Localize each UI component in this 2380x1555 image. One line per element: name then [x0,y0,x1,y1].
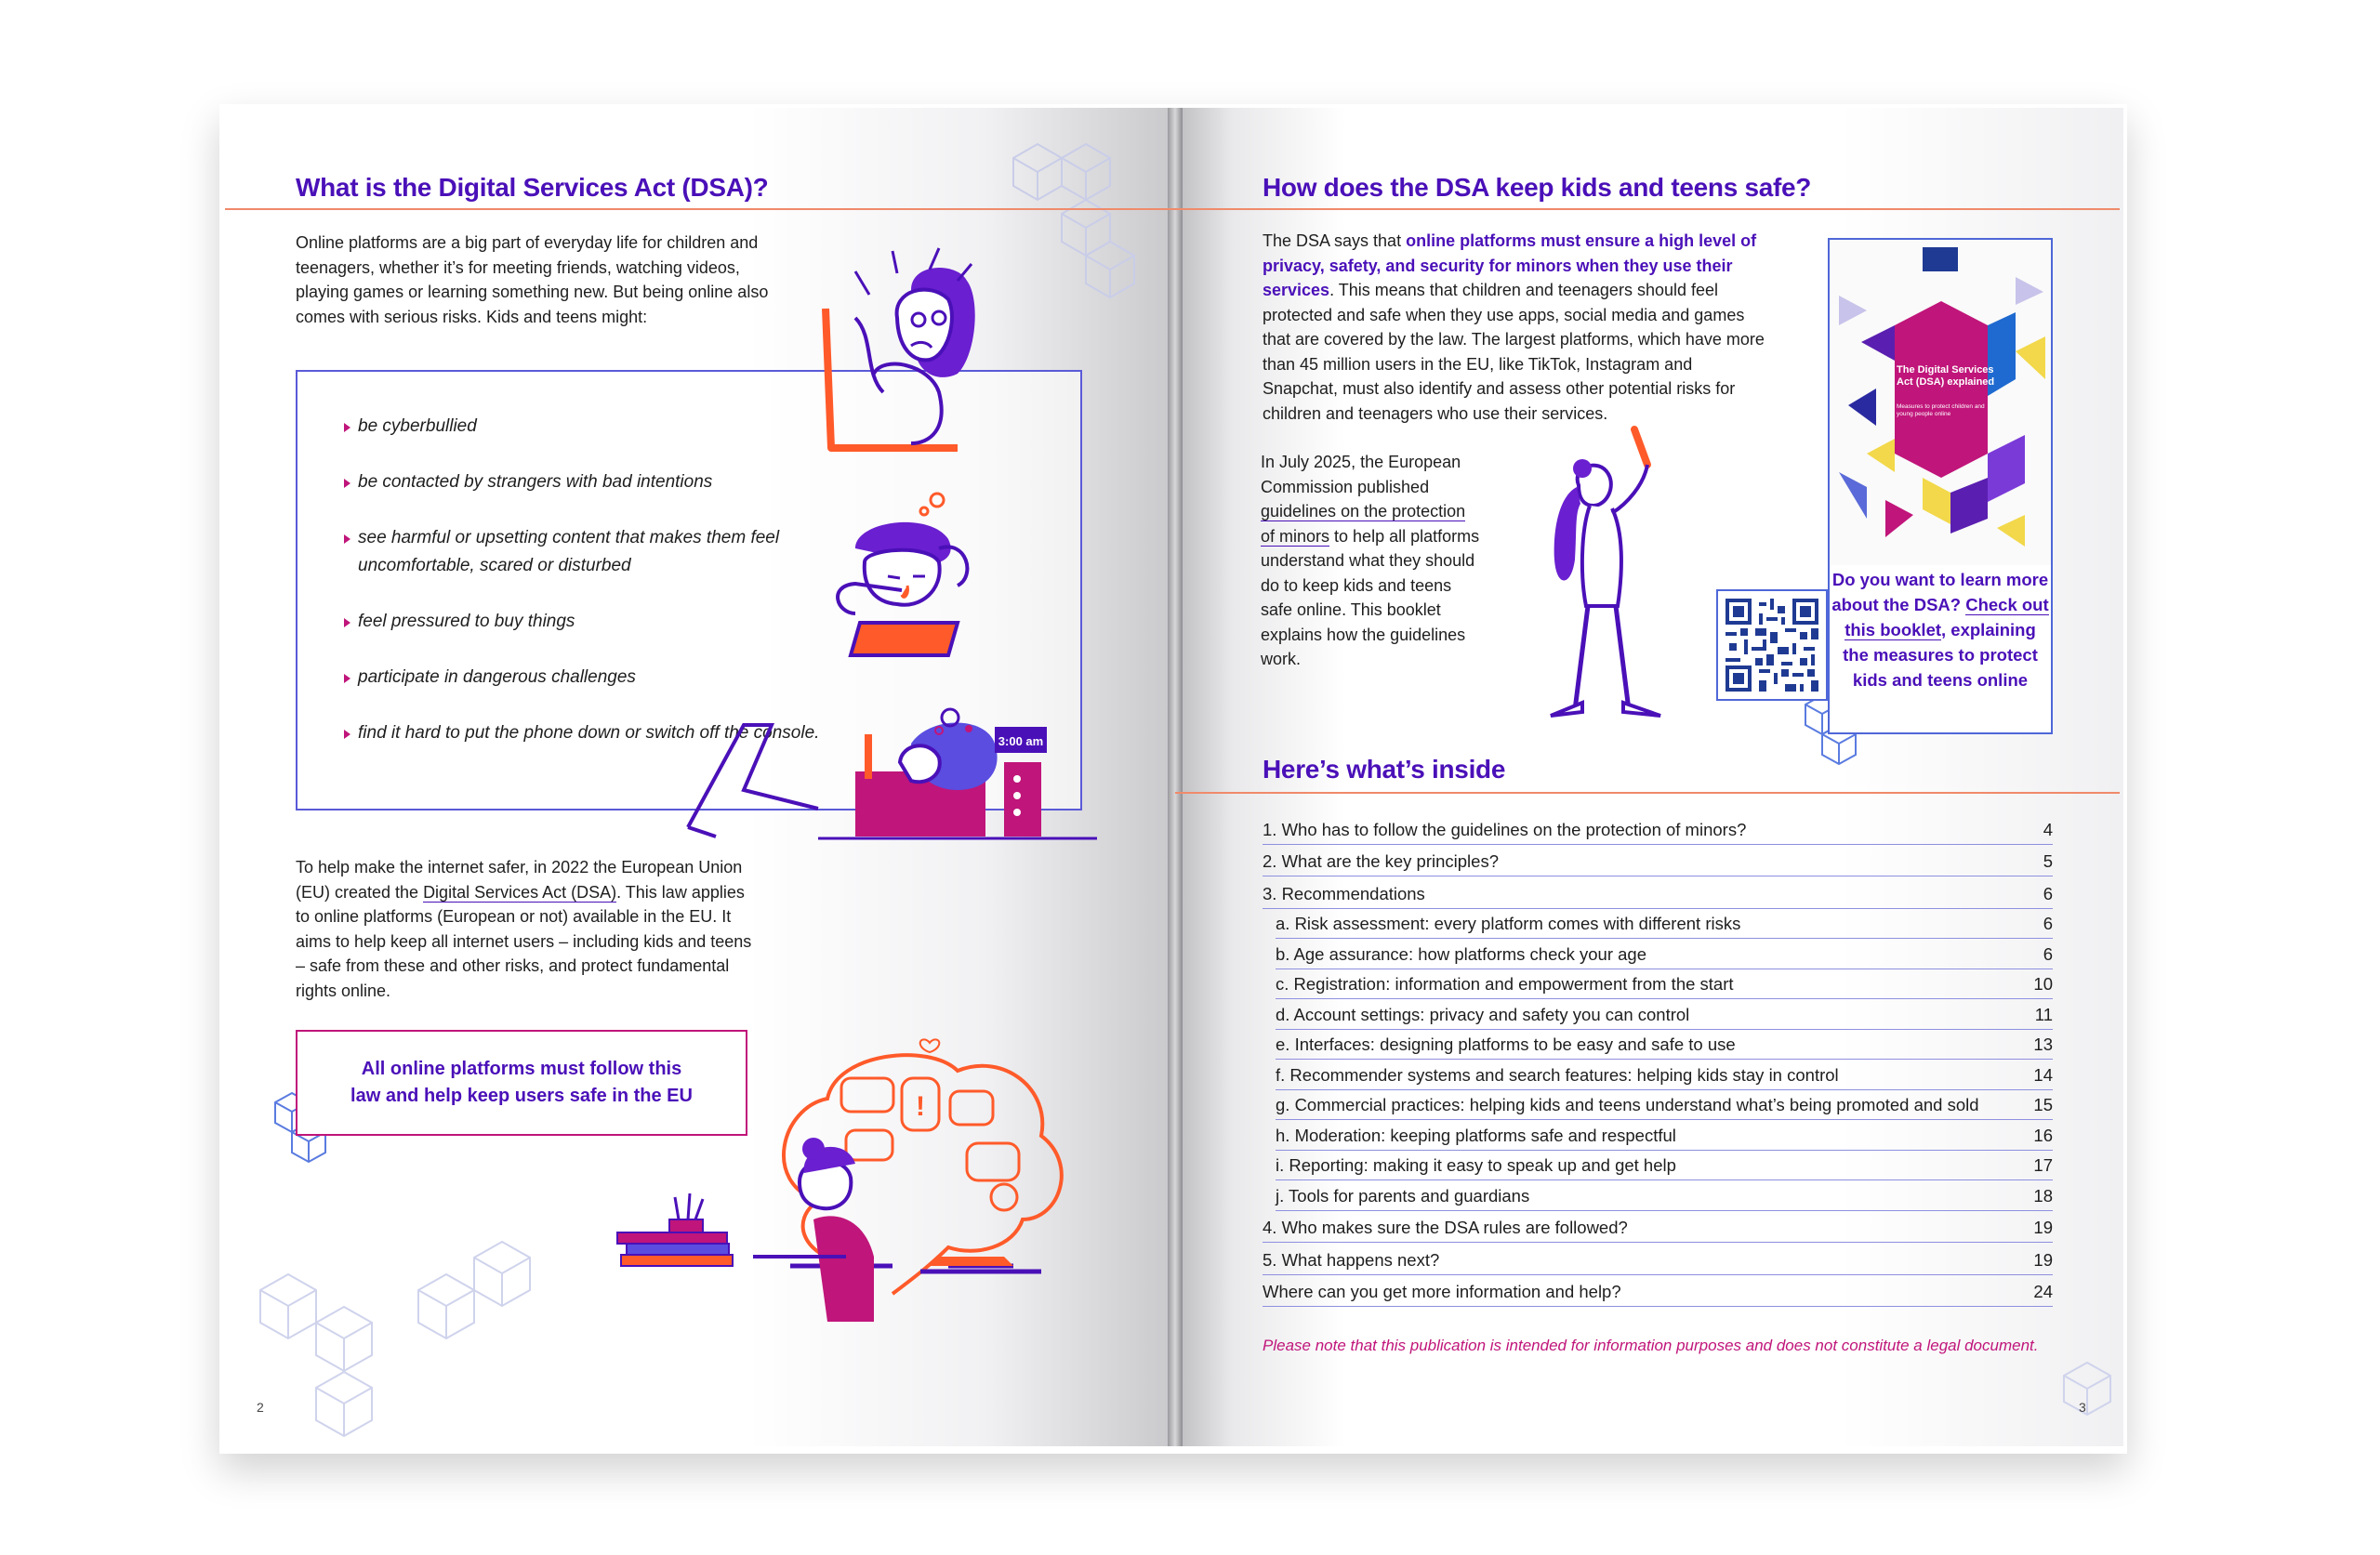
toc-row[interactable] [1263,1211,2053,1244]
list-item: find it hard to put the phone down or switch off the console. [344,719,827,747]
toc-page: 19 [2033,1249,2053,1270]
cta-text: Do you want to learn more about the DSA? [1831,570,2049,614]
toc-page: 18 [2033,1185,2053,1206]
toc-row[interactable] [1276,1060,2053,1090]
toc-row[interactable] [1276,969,2053,1000]
inside-heading: Here’s what’s inside [1263,755,1506,784]
highlight-text: online platforms must ensure a high level of privacy, safety, and security for minors when they use their services [1263,231,1757,299]
toc-label: f. Recommender systems and search features: helping kids stay in control [1276,1064,1839,1085]
legal-disclaimer: Please note that this publication is intended for information purposes and does not constitute a legal document. [1263,1337,2039,1354]
booklet-link[interactable]: Check out this booklet [1844,595,2049,639]
clock-label: 3:00 am [998,734,1044,748]
toc-page: 13 [2033,1034,2053,1054]
toc-label: j. Tools for parents and guardians [1276,1185,1530,1206]
toc-row[interactable] [1263,876,2053,909]
toc-label: i. Reporting: making it easy to speak up and get help [1276,1155,1676,1175]
heading-rule [1175,792,2120,794]
late-night-phone-illustration [688,706,1097,846]
list-item: see harmful or upsetting content that makes them feel uncomfortable, scared or disturbed [344,524,827,580]
toc-page: 5 [2043,851,2053,871]
person-with-phone-illustration [1534,420,1683,727]
list-item: participate in dangerous challenges [344,664,827,692]
toc-page: 6 [2043,914,2053,933]
qr-code[interactable] [1716,589,1828,701]
cta-text: , explaining the measures to protect kids and teens online [1843,620,2038,690]
callout-text: All online platforms must follow this law and help keep users safe in the EU [350,1059,693,1106]
toc-label: Where can you get more information and help? [1263,1282,1621,1301]
dsa-link[interactable]: Digital Services Act (DSA) [423,882,617,902]
toc-row[interactable] [1263,812,2053,845]
cube-pattern-icon [260,1234,576,1448]
page-number-right: 3 [2079,1400,2086,1415]
toc-row[interactable] [1276,1120,2053,1151]
cube-pattern-icon [1013,130,1162,325]
toc-page: 15 [2033,1095,2053,1114]
toc-page: 16 [2033,1125,2053,1145]
toc-label: 2. What are the key principles? [1263,851,1499,871]
learn-more-text [1830,567,2051,692]
toc-page: 6 [2043,943,2053,964]
toc-label: c. Registration: information and empowerment from the start [1276,974,1734,994]
table-of-contents [1263,812,2053,1307]
dsa-paragraph [296,855,760,1003]
paragraph-text: In July 2025, the European Commission published [1261,453,1461,496]
cover-geometric-pattern [1830,240,2051,565]
cube-pattern-icon [2045,1348,2120,1450]
booklet-cover-card[interactable] [1828,238,2053,734]
page-number-left: 2 [257,1400,264,1415]
booklet-spine [1168,108,1183,1446]
toc-row[interactable] [1276,1030,2053,1061]
toc-page: 4 [2043,819,2053,839]
paragraph-text: The DSA says that [1263,231,1407,250]
toc-label: 5. What happens next? [1263,1249,1440,1270]
dsa-summary-paragraph [1263,229,1772,426]
toc-row[interactable] [1276,939,2053,969]
toc-label: 1. Who has to follow the guidelines on the protection of minors? [1263,819,1747,839]
risks-list [344,413,827,747]
list-item: feel pressured to buy things [344,608,827,636]
page-title-kids-safe: How does the DSA keep kids and teens safe? [1263,173,1812,202]
toc-page: 19 [2033,1218,2053,1237]
toc-page: 11 [2034,1004,2053,1024]
toc-row[interactable] [1276,1090,2053,1121]
toc-page: 24 [2033,1282,2053,1301]
page-title-dsa: What is the Digital Services Act (DSA)? [296,173,769,202]
overwhelmed-person-illustration [614,1034,1097,1324]
list-item: be contacted by strangers with bad intentions [344,468,827,496]
toc-label: a. Risk assessment: every platform comes with different risks [1276,914,1741,933]
toc-row[interactable] [1276,909,2053,940]
heading-rule [225,208,1175,210]
upset-person-illustration [818,483,995,660]
toc-label: h. Moderation: keeping platforms safe and respectful [1276,1125,1676,1145]
cover-title: The Digital Services Act (DSA) explained [1897,364,1995,388]
toc-row[interactable] [1276,1180,2053,1211]
paragraph-text: To help make the internet safer, in 2022 the European Union (EU) created the [296,858,743,902]
toc-row[interactable] [1276,1151,2053,1181]
qr-code-icon [1726,599,1818,692]
toc-row[interactable] [1263,845,2053,877]
toc-label: b. Age assurance: how platforms check your age [1276,943,1646,964]
svg-text:!: ! [916,1091,925,1122]
toc-page: 10 [2033,974,2053,994]
toc-page: 17 [2033,1155,2053,1175]
paragraph-text: . This means that children and teenagers should feel protected and safe when they use apps, social media and games that are covered by the law. The largest platforms, which have more than 45 million users in the EU, like TikTok, Instagram and Snapchat, must also identify and assess other potential risks for children and teenagers who use their services. [1263,281,1765,423]
cover-subtitle: Measures to protect children and young people online [1897,403,1985,417]
heading-rule [1175,208,2120,210]
intro-paragraph: Online platforms are a big part of everyday life for children and teenagers, whether it’s for meeting friends, watching videos, playing games or learning something new. But being online also comes with serious risks. Kids and teens might: [296,233,769,326]
toc-row[interactable] [1276,999,2053,1030]
toc-label: e. Interfaces: designing platforms to be easy and safe to use [1276,1034,1736,1054]
toc-label: 4. Who makes sure the DSA rules are followed? [1263,1218,1628,1237]
worried-person-illustration [818,244,1013,457]
toc-page: 6 [2043,883,2053,903]
toc-page: 14 [2033,1064,2053,1085]
guidelines-paragraph [1261,450,1480,672]
toc-row[interactable] [1263,1243,2053,1275]
toc-row[interactable] [1263,1275,2053,1308]
toc-label: g. Commercial practices: helping kids and teens understand what’s being promoted and sold [1276,1095,1979,1114]
toc-label: 3. Recommendations [1263,883,1425,903]
list-item: be cyberbullied [344,413,827,441]
toc-label: d. Account settings: privacy and safety you can control [1276,1004,1690,1024]
guidelines-link[interactable]: guidelines on the protection of minors [1261,502,1466,546]
paragraph-text: to help all platforms understand what they should do to keep kids and teens safe online. This booklet explains how the guidelines work. [1261,526,1480,668]
paragraph-text: . This law applies to online platforms (European or not) available in the EU. It aims to help keep all internet users – including kids and teens – safe from these and other risks, and protect fundamental rights online. [296,882,752,1000]
